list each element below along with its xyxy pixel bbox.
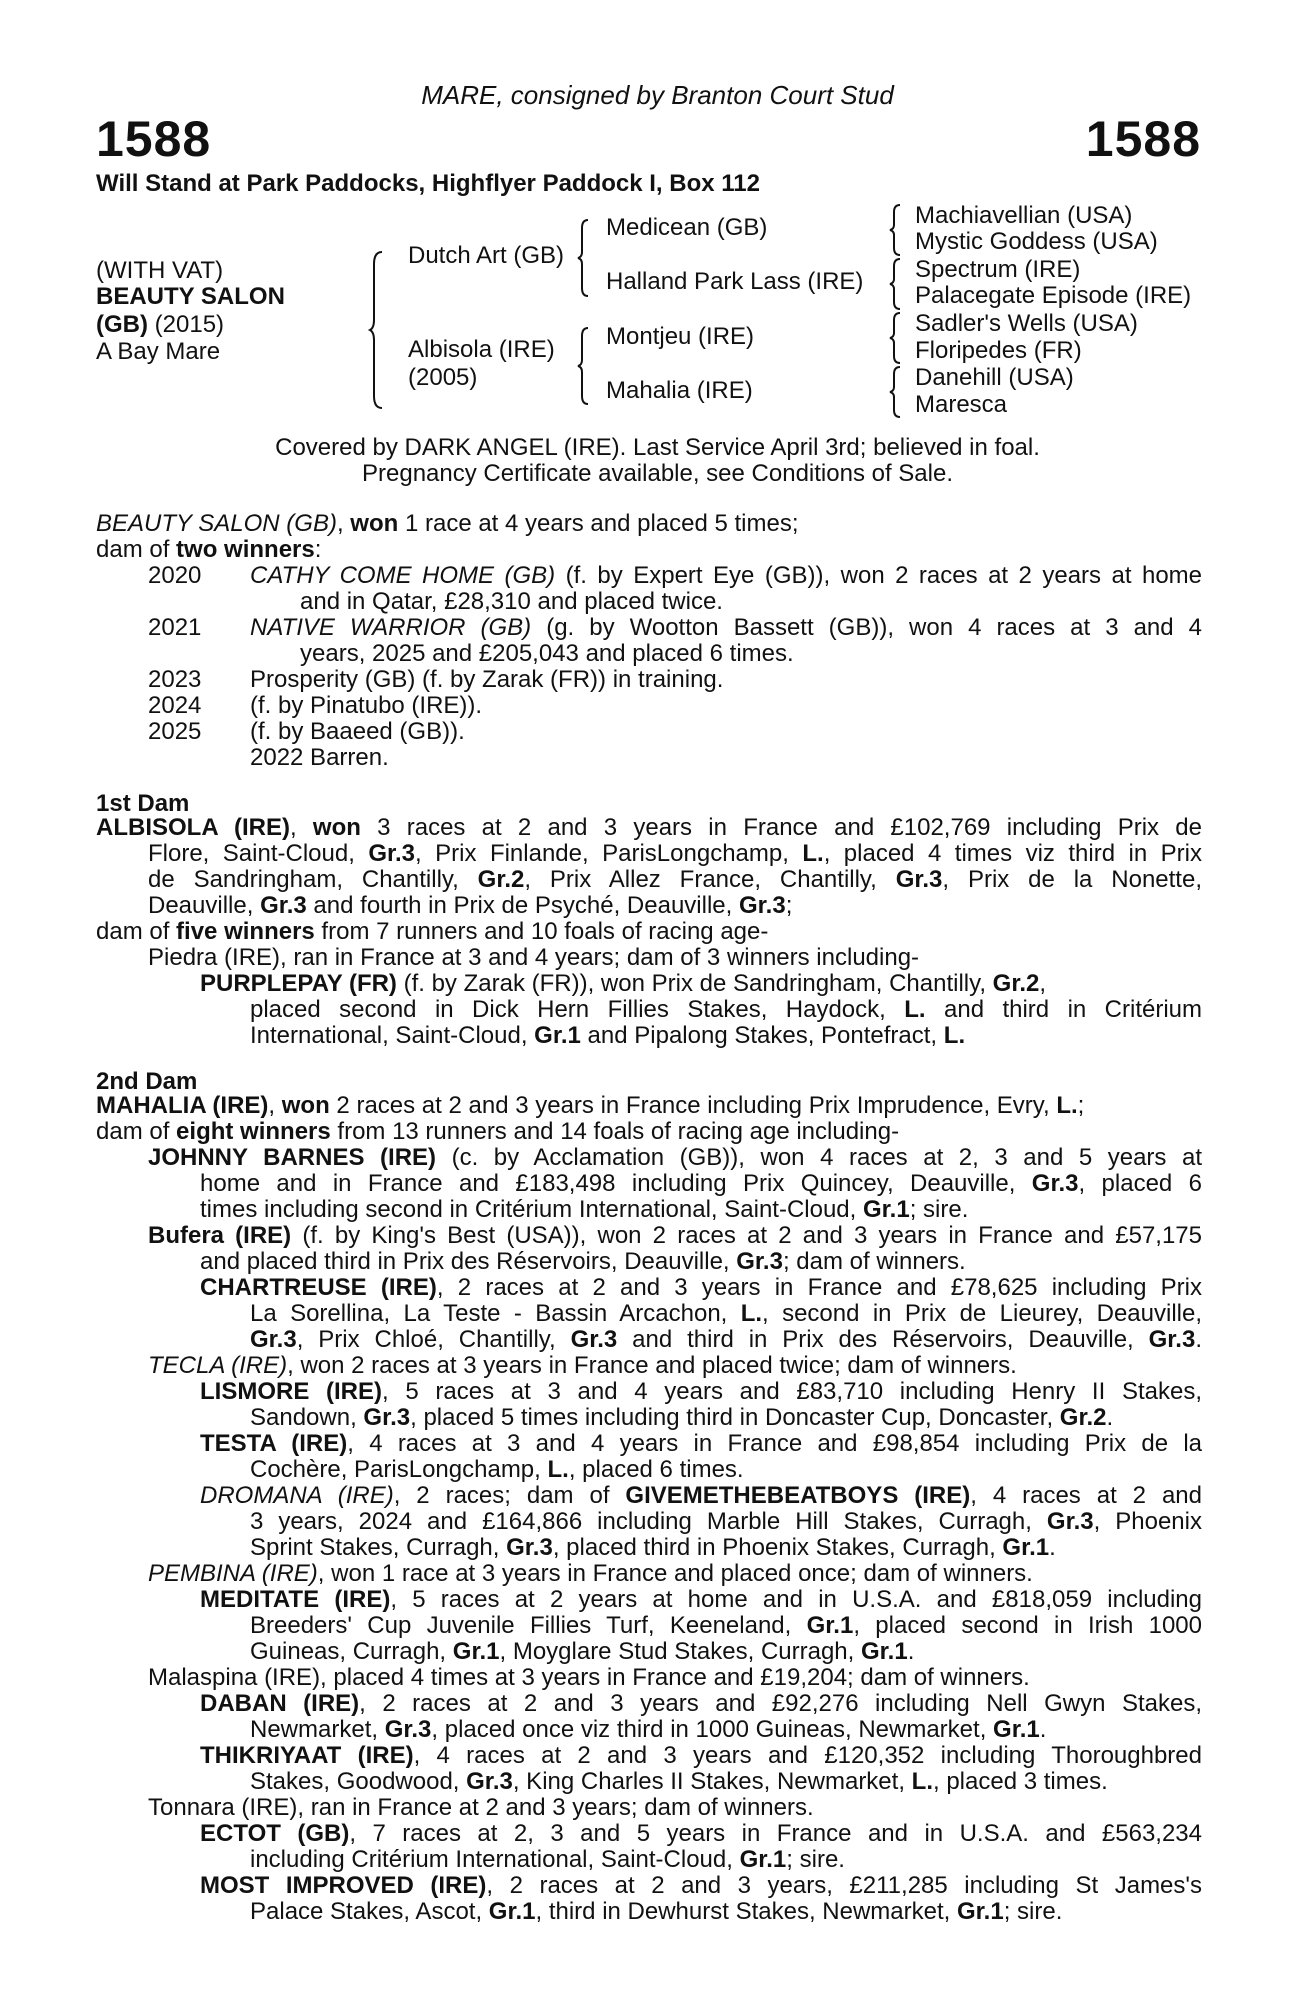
dam1-line: PURPLEPAY (FR) (f. by Zarak (FR)), won Prix de Sandringham, Chantilly, Gr.2, xyxy=(200,970,1047,997)
ddd: Maresca xyxy=(915,391,1008,418)
dam2-line: Newmarket, Gr.3, placed once viz third in 1000 Guineas, Newmarket, Gr.1. xyxy=(250,1716,1047,1743)
consignment-line: MARE, consigned by Branton Court Stud xyxy=(421,80,894,110)
produce-entry: (f. by Pinatubo (IRE)). xyxy=(250,692,483,719)
produce-year: 2021 xyxy=(148,614,202,641)
dam2-line: Palace Stakes, Ascot, Gr.1, third in Dewhurst Stakes, Newmarket, Gr.1; sire. xyxy=(250,1898,1063,1925)
produce-intro: BEAUTY SALON (GB), won 1 race at 4 years and placed 5 times; xyxy=(96,510,799,537)
dam2-line: TECLA (IRE), won 2 races at 3 years in France and placed twice; dam of winners. xyxy=(148,1352,1017,1379)
horse-description: A Bay Mare xyxy=(96,338,221,365)
brace-ds xyxy=(890,311,906,365)
dam1-line: Flore, Saint-Cloud, Gr.3, Prix Finlande, ParisLongchamp, L., placed 4 times viz third in Prix xyxy=(148,841,1202,867)
dam2-line: DROMANA (IRE), 2 races; dam of GIVEMETHEBEATBOYS (IRE), 4 races at 2 and xyxy=(200,1483,1202,1509)
covered-line-1: Covered by DARK ANGEL (IRE). Last Service April 3rd; believed in foal. xyxy=(275,434,1040,461)
dam2-line: THIKRIYAAT (IRE), 4 races at 2 and 3 years and £120,352 including Thoroughbred xyxy=(200,1743,1202,1769)
dam2-line: dam of eight winners from 13 runners and 14 foals of racing age including- xyxy=(96,1118,900,1145)
produce-entry-cont: years, 2025 and £205,043 and placed 6 times. xyxy=(300,640,794,667)
brace-main xyxy=(370,250,390,410)
dam2-line: Malaspina (IRE), placed 4 times at 3 years in France and £19,204; dam of winners. xyxy=(148,1664,1030,1691)
dam1-line: dam of five winners from 7 runners and 10 foals of racing age- xyxy=(96,918,769,945)
dam2-line: CHARTREUSE (IRE), 2 races at 2 and 3 years in France and £78,625 including Prix xyxy=(200,1275,1202,1301)
dam2-line: Stakes, Goodwood, Gr.3, King Charles II Stakes, Newmarket, L., placed 3 times. xyxy=(250,1768,1108,1795)
dam-name: Albisola (IRE) xyxy=(408,336,555,363)
produce-year: 2024 xyxy=(148,692,202,719)
dam2-line: home and in France and £183,498 including Prix Quincey, Deauville, Gr.3, placed 6 xyxy=(200,1171,1202,1197)
horse-origin: (GB) (2015) xyxy=(96,311,225,338)
produce-entry: NATIVE WARRIOR (GB) (g. by Wootton Bassett (GB)), won 4 races at 3 and 4 xyxy=(250,615,1202,641)
lot-number-left: 1588 xyxy=(96,111,212,167)
dam1-line: placed second in Dick Hern Fillies Stakes, Haydock, L. and third in Critérium xyxy=(250,997,1202,1023)
produce-entry: CATHY COME HOME (GB) (f. by Expert Eye (GB)), won 2 races at 2 years at home xyxy=(250,563,1202,589)
dam2-line: Breeders' Cup Juvenile Fillies Turf, Keeneland, Gr.1, placed second in Irish 1000 xyxy=(250,1613,1202,1639)
dam2-line: ECTOT (GB), 7 races at 2, 3 and 5 years in France and in U.S.A. and £563,234 xyxy=(200,1821,1202,1847)
dam-sire: Montjeu (IRE) xyxy=(606,323,755,350)
sire-sire: Medicean (GB) xyxy=(606,214,768,241)
produce-entry-cont: and in Qatar, £28,310 and placed twice. xyxy=(300,588,723,615)
dss: Sadler's Wells (USA) xyxy=(915,310,1138,337)
stand-location: Will Stand at Park Paddocks, Highflyer Paddock I, Box 112 xyxy=(96,170,760,197)
brace-sire xyxy=(578,218,594,298)
dsd: Floripedes (FR) xyxy=(915,337,1082,364)
dam2-line: Tonnara (IRE), ran in France at 2 and 3 years; dam of winners. xyxy=(148,1794,814,1821)
horse-name: BEAUTY SALON xyxy=(96,283,285,310)
dam2-line: La Sorellina, La Teste - Bassin Arcachon, L., second in Prix de Lieurey, Deauville, xyxy=(250,1301,1202,1327)
sds: Spectrum (IRE) xyxy=(915,256,1081,283)
dam2-line: DABAN (IRE), 2 races at 2 and 3 years and £92,276 including Nell Gwyn Stakes, xyxy=(200,1691,1202,1717)
dam2-line: MAHALIA (IRE), won 2 races at 2 and 3 years in France including Prix Imprudence, Evry, L.; xyxy=(96,1092,1085,1119)
dam-year: (2005) xyxy=(408,364,478,391)
dam2-line: Gr.3, Prix Chloé, Chantilly, Gr.3 and third in Prix des Réservoirs, Deauville, Gr.3. xyxy=(250,1327,1202,1353)
produce-entry: (f. by Baaeed (GB)). xyxy=(250,718,465,745)
sire: Dutch Art (GB) xyxy=(408,242,565,269)
dam2-line: Guineas, Curragh, Gr.1, Moyglare Stud Stakes, Curragh, Gr.1. xyxy=(250,1638,915,1665)
dam2-line: MEDITATE (IRE), 5 races at 2 years at home and in U.S.A. and £818,059 including xyxy=(200,1587,1202,1613)
brace-dam xyxy=(578,326,594,406)
second-dam-heading: 2nd Dam xyxy=(96,1068,198,1095)
dds: Danehill (USA) xyxy=(915,364,1074,391)
dam-dam: Mahalia (IRE) xyxy=(606,377,753,404)
dam1-line: Deauville, Gr.3 and fourth in Prix de Psyché, Deauville, Gr.3; xyxy=(148,892,793,919)
dam2-line: Bufera (IRE) (f. by King's Best (USA)), won 2 races at 2 and 3 years in France and £57,175 xyxy=(148,1223,1202,1249)
dam2-line: 3 years, 2024 and £164,866 including Marble Hill Stakes, Curragh, Gr.3, Phoenix xyxy=(250,1509,1202,1535)
dam2-line: and placed third in Prix des Réservoirs, Deauville, Gr.3; dam of winners. xyxy=(200,1248,966,1275)
dam2-line: Cochère, ParisLongchamp, L., placed 6 times. xyxy=(250,1456,744,1483)
brace-ss xyxy=(890,203,906,257)
produce-dam-of: dam of two winners: xyxy=(96,536,322,563)
produce-year: 2023 xyxy=(148,666,202,693)
dam1-line: International, Saint-Cloud, Gr.1 and Pipalong Stakes, Pontefract, L. xyxy=(250,1022,966,1049)
covered-line-2: Pregnancy Certificate available, see Conditions of Sale. xyxy=(362,460,953,487)
dam2-line: TESTA (IRE), 4 races at 3 and 4 years in France and £98,854 including Prix de la xyxy=(200,1431,1202,1457)
dam2-line: MOST IMPROVED (IRE), 2 races at 2 and 3 years, £211,285 including St James's xyxy=(200,1873,1202,1899)
sss: Machiavellian (USA) xyxy=(915,202,1133,229)
produce-year: 2020 xyxy=(148,562,202,589)
dam2-line: LISMORE (IRE), 5 races at 3 and 4 years and £83,710 including Henry II Stakes, xyxy=(200,1379,1202,1405)
lot-number-right: 1588 xyxy=(1085,111,1201,167)
dam2-line: including Critérium International, Saint-Cloud, Gr.1; sire. xyxy=(250,1846,845,1873)
dam2-line: Sandown, Gr.3, placed 5 times including third in Doncaster Cup, Doncaster, Gr.2. xyxy=(250,1404,1114,1431)
brace-dd xyxy=(890,365,906,419)
sire-dam: Halland Park Lass (IRE) xyxy=(606,268,864,295)
dam1-line: de Sandringham, Chantilly, Gr.2, Prix Allez France, Chantilly, Gr.3, Prix de la Nonette, xyxy=(148,867,1202,893)
produce-year: 2025 xyxy=(148,718,202,745)
dam2-line: times including second in Critérium International, Saint-Cloud, Gr.1; sire. xyxy=(200,1196,969,1223)
dam2-line: JOHNNY BARNES (IRE) (c. by Acclamation (GB)), won 4 races at 2, 3 and 5 years at xyxy=(148,1145,1202,1171)
dam1-line: ALBISOLA (IRE), won 3 races at 2 and 3 years in France and £102,769 including Prix de xyxy=(96,815,1202,841)
brace-sd xyxy=(890,257,906,311)
ssd: Mystic Goddess (USA) xyxy=(915,228,1158,255)
vat-label: (WITH VAT) xyxy=(96,257,224,284)
dam2-line: PEMBINA (IRE), won 1 race at 3 years in France and placed once; dam of winners. xyxy=(148,1560,1033,1587)
produce-barren: 2022 Barren. xyxy=(250,744,389,771)
dam1-line: Piedra (IRE), ran in France at 3 and 4 years; dam of 3 winners including- xyxy=(148,944,920,971)
first-dam-heading: 1st Dam xyxy=(96,790,190,817)
produce-entry: Prosperity (GB) (f. by Zarak (FR)) in training. xyxy=(250,666,724,693)
dam2-line: Sprint Stakes, Curragh, Gr.3, placed third in Phoenix Stakes, Curragh, Gr.1. xyxy=(250,1534,1056,1561)
sdd: Palacegate Episode (IRE) xyxy=(915,282,1192,309)
